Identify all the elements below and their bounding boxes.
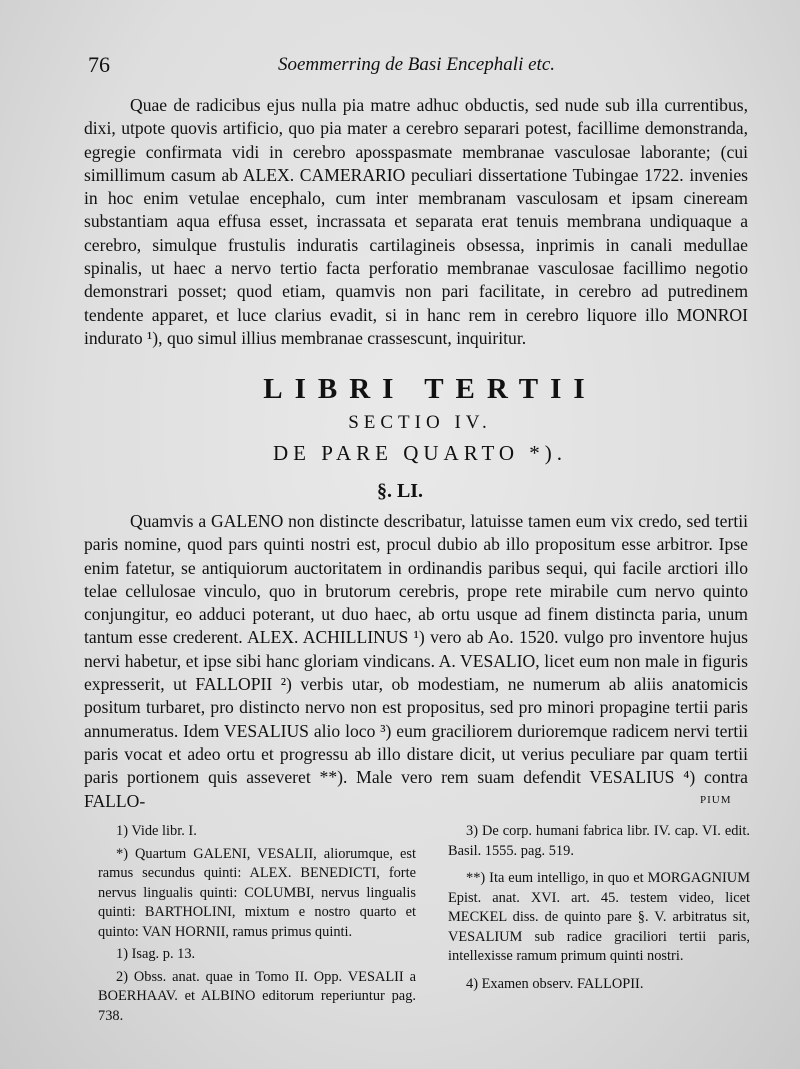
footnote: 4) Examen observ. FALLOPII.	[466, 975, 644, 992]
page-header	[88, 52, 558, 80]
footnotes-right-column	[448, 822, 750, 997]
paragraph-number: §. LI.	[376, 480, 424, 502]
running-head: Soemmerring de Basi Encephali etc.	[278, 54, 556, 75]
footnote: 1) Vide libr. I.	[116, 823, 197, 839]
section-heading: SECTIO IV.	[348, 412, 492, 433]
body-paragraph: Quae de radicibus ejus nulla pia matre adhuc obductis, sed nude sub illa currentibus, dixi, utpote quovis artificio, quo pia mater a cerebro separari potest, facillime demonstranda, egregie confirmata vidi in cerebro aposspasmate membranae vasculosae laborante; (cui simillimum casum ab ALEX. CAMERARIO peculiari dissertatione Tubingae 1722. invenies in hoc enim vetulae encephalo, cum inter membranam vasculosam et ipsam cineream substantiam aqua effusa esset, incrassata et separata erat tenuis membrana undiquaque a cerebro, simulque frustulis induratis cartilagineis obsessa, inprimis in canali medullae spinalis, ut haec a nervo tertio facta perforatio membranae vasculosae facillimo negotio demonstrari posset; quod etiam, quamvis non pari facilitate, in cerebro ad putredinem tendente apparet, et luce clarius evadit, si in hanc rem in cerebro liquore illo MONROI indurato ¹), quo simul illius membranae crassescunt, inquiritur.	[84, 95, 748, 348]
footnote: 3) De corp. humani fabrica libr. IV. cap. VI. edit. Basil. 1555. pag. 519.	[448, 823, 750, 859]
body-paragraph: Quamvis a GALENO non distincte describatur, latuisse tamen eum vix credo, sed tertii paris nomine, quod pars quinti nostri est, procul dubio ab illo propositum esse arbitror. Ipse enim fatetur, se antiquiorum auctoritatem in ordinandis paribus sequi, qui facile arctiori illo telae cellulosae vinculo, quo in brutorum cerebris, prope rete mirabile cum nervo quinto conjungitur, eo adduci poterant, ut duo haec, ab ortu usque ad finem distincta paria, unum tantum esse crederent. ALEX. ACHILLINUS ¹) vero ab Ao. 1520. vulgo pro inventore hujus nervi habetur, et ipse sibi hanc gloriam vindicans. A. VESALIO, licet eum non male in figuris expresserit, ut FALLOPII ²) verbis utar, ob modestiam, ne numerum ab aliis anatomicis positum turbaret, pro distincto nervo non est propositus, sed pro minori propagine tertii paris annumeratus. Idem VESALIUS alio loco ³) eum graciliorem durioremque radicem nervi tertii paris vocat et adeo ortu et progressu ab illo distare dicit, ut verius peculiare par quam tertii paris portionem quis asseveret **). Male vero rem suam defendit VESALIUS ⁴) contra FALLO-	[84, 511, 748, 811]
catchword: PIUM	[700, 794, 732, 806]
body-paragraph-2-block	[84, 510, 748, 813]
footnotes-left-column	[98, 822, 416, 1029]
footnote: 1) Isag. p. 13.	[116, 946, 196, 962]
subject-heading: DE PARE QUARTO *).	[272, 441, 568, 465]
book-heading: LIBRI TERTII	[263, 373, 597, 405]
footnote: 2) Obss. anat. quae in Tomo II. Opp. VESALII a BOERHAAV. et ALBINO editorum reperiuntur pag. 738.	[98, 968, 416, 1024]
footnote: **) Ita eum intelligo, in quo et MORGAGNIUM Epist. anat. XVI. art. 45. testem video, licet MECKEL diss. de quinto pare §. V. arbitratus sit, VESALIUM sub radice graciliori tertii paris, intellexisse ramum primum quinti nostri.	[448, 870, 750, 964]
body-paragraph-1-block	[84, 94, 748, 350]
page-number: 76	[88, 52, 110, 77]
footnote: *) Quartum GALENI, VESALII, aliorumque, est ramus secundus quinti: ALEX. BENEDICTI, forte nervus lingualis quinti: COLUMBI, nervus lingualis quinti: BARTHOLINI, mixtum e nostro quarto et quinto: VAN HORNII, ramus primus quinti.	[98, 845, 416, 940]
